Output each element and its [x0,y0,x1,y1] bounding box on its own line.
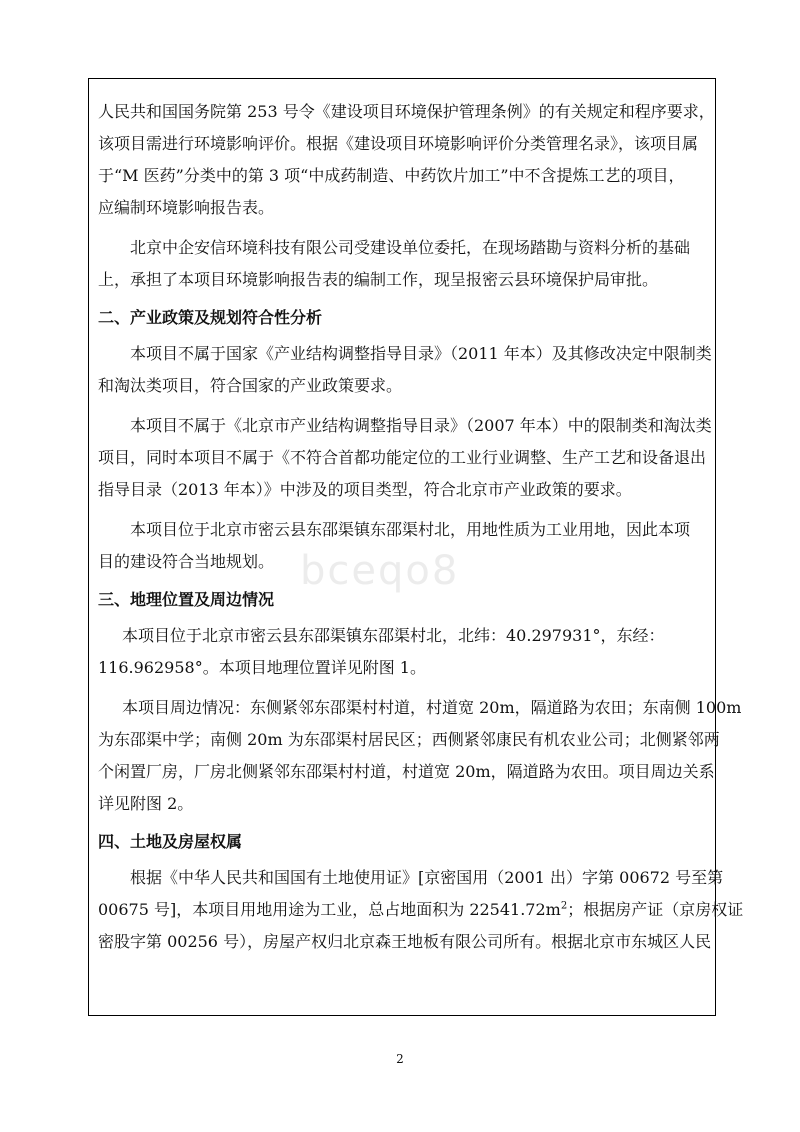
page-number: 2 [396,1052,404,1066]
text-line: 本项目不属于国家《产业结构调整指导目录》（2011 年本）及其修改决定中限制类 [130,344,712,363]
section2-paragraph-1 [98,338,712,402]
text-line: 为东邵渠中学；南侧 20m 为东邵渠村居民区；西侧紧邻康民有机农业公司；北侧紧邻两 [98,730,720,749]
text-line: 上，承担了本项目环境影响报告表的编制工作，现呈报密云县环境保护局审批。 [98,270,659,289]
text-line: 根据《中华人民共和国国有土地使用证》[京密国用（2001 出）字第 00672 号至第 [130,868,724,887]
text-line: 目的建设符合当地规划。 [98,552,275,571]
text-line-with-superscript [98,894,744,926]
text-line: 本项目不属于《北京市产业结构调整指导目录》（2007 年本）中的限制类和淘汰类 [130,416,712,435]
section-heading-land-ownership: 四、土地及房屋权属 [98,832,243,851]
text-line: 本项目位于北京市密云县东邵渠镇东邵渠村北，北纬：40.297931°，东经： [122,626,665,645]
text-line: 人民共和国国务院第 253 号令《建设项目环境保护管理条例》的有关规定和程序要求， [98,102,715,121]
section3-paragraph-1 [98,620,708,684]
text-line: 详见附图 2。 [98,794,194,813]
section3-paragraph-2 [98,692,742,820]
text-line: 本项目周边情况：东侧紧邻东邵渠村村道，村道宽 20m，隔道路为农田；东南侧 100m [122,698,742,717]
text-line: 本项目位于北京市密云县东邵渠镇东邵渠村北，用地性质为工业用地，因此本项 [130,520,691,539]
text-line: 指导目录（2013 年本）》中涉及的项目类型，符合北京市产业政策的要求。 [98,480,632,499]
section2-paragraph-3 [98,514,708,578]
text-line: 于“M 医药”分类中的第 3 项“中成药制造、中药饮片加工”中不含提炼工艺的项目， [98,166,685,185]
text-line: 应编制环境影响报告表。 [98,198,275,217]
text-segment: ；根据房产证（京房权证 [567,900,744,919]
intro-paragraph-1 [98,96,715,224]
section-heading-location: 三、地理位置及周边情况 [98,590,275,609]
watermark: bceqo8 [300,548,460,594]
document-body [98,96,744,958]
section4-paragraph-1 [98,862,744,958]
text-line: 该项目需进行环境影响评价。根据《建设项目环境影响评价分类管理名录》，该项目属 [98,134,699,153]
text-line: 北京中企安信环境科技有限公司受建设单位委托，在现场踏勘与资料分析的基础 [130,238,691,257]
superscript: 2 [560,900,568,912]
text-line: 和淘汰类项目，符合国家的产业政策要求。 [98,376,403,395]
text-line: 个闲置厂房，厂房北侧紧邻东邵渠村村道，村道宽 20m，隔道路为农田。项目周边关系 [98,762,715,781]
section2-paragraph-2 [98,410,712,506]
text-line: 密股字第 00256 号），房屋产权归北京森王地板有限公司所有。根据北京市东城区人民 [98,932,712,951]
text-line: 116.962958°。本项目地理位置详见附图 1。 [98,658,426,677]
intro-paragraph-2 [98,232,708,296]
section-heading-industrial-policy: 二、产业政策及规划符合性分析 [98,308,323,327]
text-line: 项目，同时本项目不属于《不符合首都功能定位的工业行业调整、生产工艺和设备退出 [98,448,707,467]
text-segment: 00675 号]，本项目用地用途为工业，总占地面积为 22541.72m [98,900,561,919]
